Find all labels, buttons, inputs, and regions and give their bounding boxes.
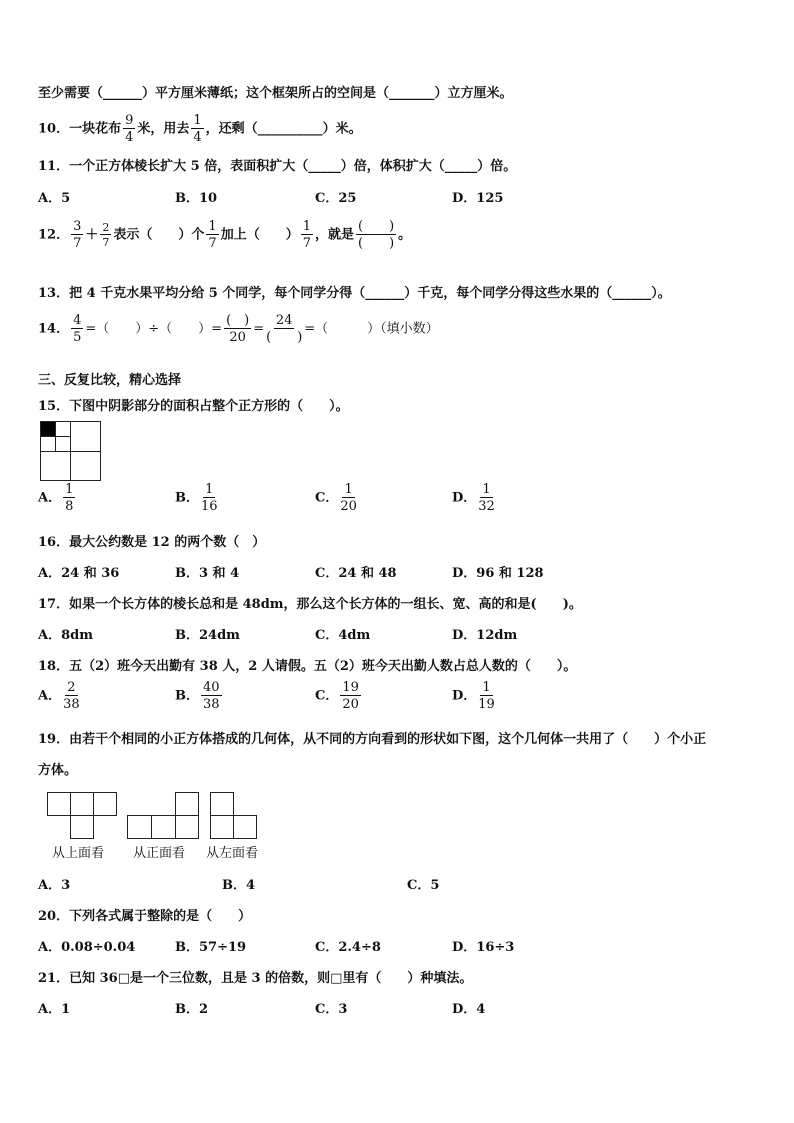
- front-view-cell-2: [127, 815, 152, 839]
- caption-left-view: 从左面看: [206, 846, 259, 861]
- view-from-top: [47, 792, 119, 842]
- q11-option-b[interactable]: B．10: [175, 191, 218, 206]
- question-20: 20．下列各式属于整除的是（ ）: [38, 909, 252, 924]
- front-view-cell-3: [151, 815, 176, 839]
- q17-option-c[interactable]: C．4dm: [315, 628, 371, 643]
- quarter-top-right: [70, 421, 101, 452]
- q15-option-b[interactable]: B． $\frac{1}{16}$: [175, 482, 218, 514]
- left-view-cell-3: [233, 815, 257, 839]
- question-11: 11．一个正方体棱长扩大 5 倍，表面积扩大（_____）倍，体积扩大（_____）倍。: [38, 159, 517, 174]
- question-19: 19．由若干个相同的小正方体搭成的几何体，从不同的方向看到的形状如下图，这个几何体一共用了（ ）个小正: [38, 732, 707, 747]
- view-from-left: [210, 792, 260, 842]
- fraction-2-7: $\frac{2}{7}$: [102, 221, 110, 249]
- fraction-1-4: $\frac{1}{4}$: [193, 113, 202, 145]
- q11-option-d[interactable]: D．125: [452, 191, 504, 206]
- q18-option-d[interactable]: D． $\frac{1}{19}$: [452, 680, 495, 712]
- question-13: 13．把 4 千克水果平均分给 5 个同学，每个同学分得（______）千克，每个同学分得这些水果的（______）。: [38, 286, 671, 301]
- question-16: 16．最大公约数是 12 的两个数（ ）: [38, 535, 266, 550]
- q17-option-d[interactable]: D．12dm: [452, 628, 518, 643]
- quarter-bottom-right: [70, 451, 101, 481]
- q15-option-c[interactable]: C． $\frac{1}{20}$: [315, 482, 357, 514]
- q21-option-b[interactable]: B．2: [175, 1002, 209, 1017]
- top-view-cell-2: [70, 792, 94, 816]
- q21-option-c[interactable]: C．3: [315, 1002, 348, 1017]
- q19-option-b[interactable]: B．4: [222, 878, 256, 893]
- question-9-continuation: 至少需要（______）平方厘米薄纸；这个框架所占的空间是（_______）立方厘米。: [38, 86, 513, 101]
- question-19-continuation: 方体。: [38, 763, 78, 778]
- question-17: 17．如果一个长方体的棱长总和是 48dm，那么这个长方体的一组长、宽、高的和是( )。: [38, 597, 582, 612]
- left-view-cell-1: [210, 792, 234, 816]
- section-3-heading: 三、反复比较，精心选择: [38, 373, 182, 388]
- q18-option-b[interactable]: B． $\frac{40}{38}$: [175, 680, 220, 712]
- fraction-4-5: $\frac{4}{5}$: [73, 313, 82, 345]
- q20-option-c[interactable]: C．2.4÷8: [315, 940, 381, 955]
- question-14: [38, 314, 439, 344]
- small-cell-br: [55, 436, 71, 452]
- q19-option-a[interactable]: A．3: [38, 878, 71, 893]
- q20-option-a[interactable]: A．0.08÷0.04: [38, 940, 136, 955]
- q14-text-c: =（ ）（填小数）: [304, 321, 439, 337]
- q12-period: 。: [398, 227, 412, 243]
- q11-option-c[interactable]: C．25: [315, 191, 357, 206]
- q14-text-b: =（ ）÷（ ）=: [85, 321, 223, 337]
- q18-option-a[interactable]: A． $\frac{2}{38}$: [38, 680, 80, 712]
- front-view-cell-4: [175, 815, 199, 839]
- quarter-bottom-left: [40, 451, 71, 481]
- q12-number: 12．: [38, 227, 70, 243]
- q16-option-a[interactable]: A．24 和 36: [38, 566, 120, 581]
- plus-sign: ＋: [85, 227, 99, 243]
- question-12: [38, 220, 411, 250]
- question-10: [38, 114, 362, 144]
- left-view-cell-2: [210, 815, 234, 839]
- q12-text-c: 加上（ ）: [220, 227, 299, 243]
- small-cell-tr: [55, 421, 71, 437]
- q10-text-b: 米，用去: [137, 121, 190, 137]
- q11-option-a[interactable]: A．5: [38, 191, 71, 206]
- q18-option-c[interactable]: C． $\frac{19}{20}$: [315, 680, 359, 712]
- q19-option-c[interactable]: C．5: [407, 878, 440, 893]
- equals-sign: =: [253, 321, 265, 337]
- q10-text-c: ，还剩（__________）米。: [205, 121, 362, 137]
- q10-text-a: 10．一块花布: [38, 121, 122, 137]
- q20-option-d[interactable]: D．16÷3: [452, 940, 515, 955]
- top-view-cell-4: [70, 815, 94, 839]
- q16-option-b[interactable]: B．3 和 4: [175, 566, 240, 581]
- caption-top-view: 从上面看: [52, 846, 105, 861]
- q15-option-a[interactable]: A． $\frac{1}{8}$: [38, 482, 74, 514]
- q12-text-b: 表示（ ）个: [113, 227, 205, 243]
- q15-square-figure: [40, 421, 101, 481]
- top-view-cell-3: [93, 792, 117, 816]
- fraction-1-7-a: $\frac{1}{7}$: [208, 219, 217, 251]
- q20-option-b[interactable]: B．57÷19: [175, 940, 247, 955]
- q17-option-a[interactable]: A．8dm: [38, 628, 93, 643]
- q16-option-c[interactable]: C．24 和 48: [315, 566, 397, 581]
- top-view-cell-1: [47, 792, 71, 816]
- view-from-front: [127, 792, 202, 842]
- q15-option-d[interactable]: D． $\frac{1}{32}$: [452, 482, 495, 514]
- shaded-cell: [40, 421, 56, 437]
- front-view-cell-1: [175, 792, 199, 816]
- q21-option-d[interactable]: D．4: [452, 1002, 486, 1017]
- fraction-blank: $\frac{( )}{( )}$: [358, 219, 395, 251]
- question-18: 18．五（2）班今天出勤有 38 人，2 人请假。五（2）班今天出勤人数占总人数的（ ）。: [38, 659, 577, 674]
- q16-option-d[interactable]: D．96 和 128: [452, 566, 544, 581]
- question-15: 15．下图中阴影部分的面积占整个正方形的（ ）。: [38, 399, 349, 414]
- q12-text-d: ，就是: [314, 227, 354, 243]
- caption-front-view: 从正面看: [133, 846, 186, 861]
- q21-option-a[interactable]: A．1: [38, 1002, 71, 1017]
- fraction-blank-20: $\frac{( )}{20}$: [226, 313, 250, 345]
- fraction-1-7-b: $\frac{1}{7}$: [302, 219, 311, 251]
- fraction-3-7: $\frac{3}{7}$: [73, 219, 82, 251]
- question-21: 21．已知 36□是一个三位数，且是 3 的倍数，则□里有（ ）种填法。: [38, 971, 473, 986]
- q17-option-b[interactable]: B．24dm: [175, 628, 240, 643]
- small-cell-bl: [40, 436, 56, 452]
- fraction-24-blank: $\frac{24}{( )}$: [266, 313, 303, 345]
- q14-number: 14．: [38, 321, 70, 337]
- fraction-9-4: $\frac{9}{4}$: [125, 113, 134, 145]
